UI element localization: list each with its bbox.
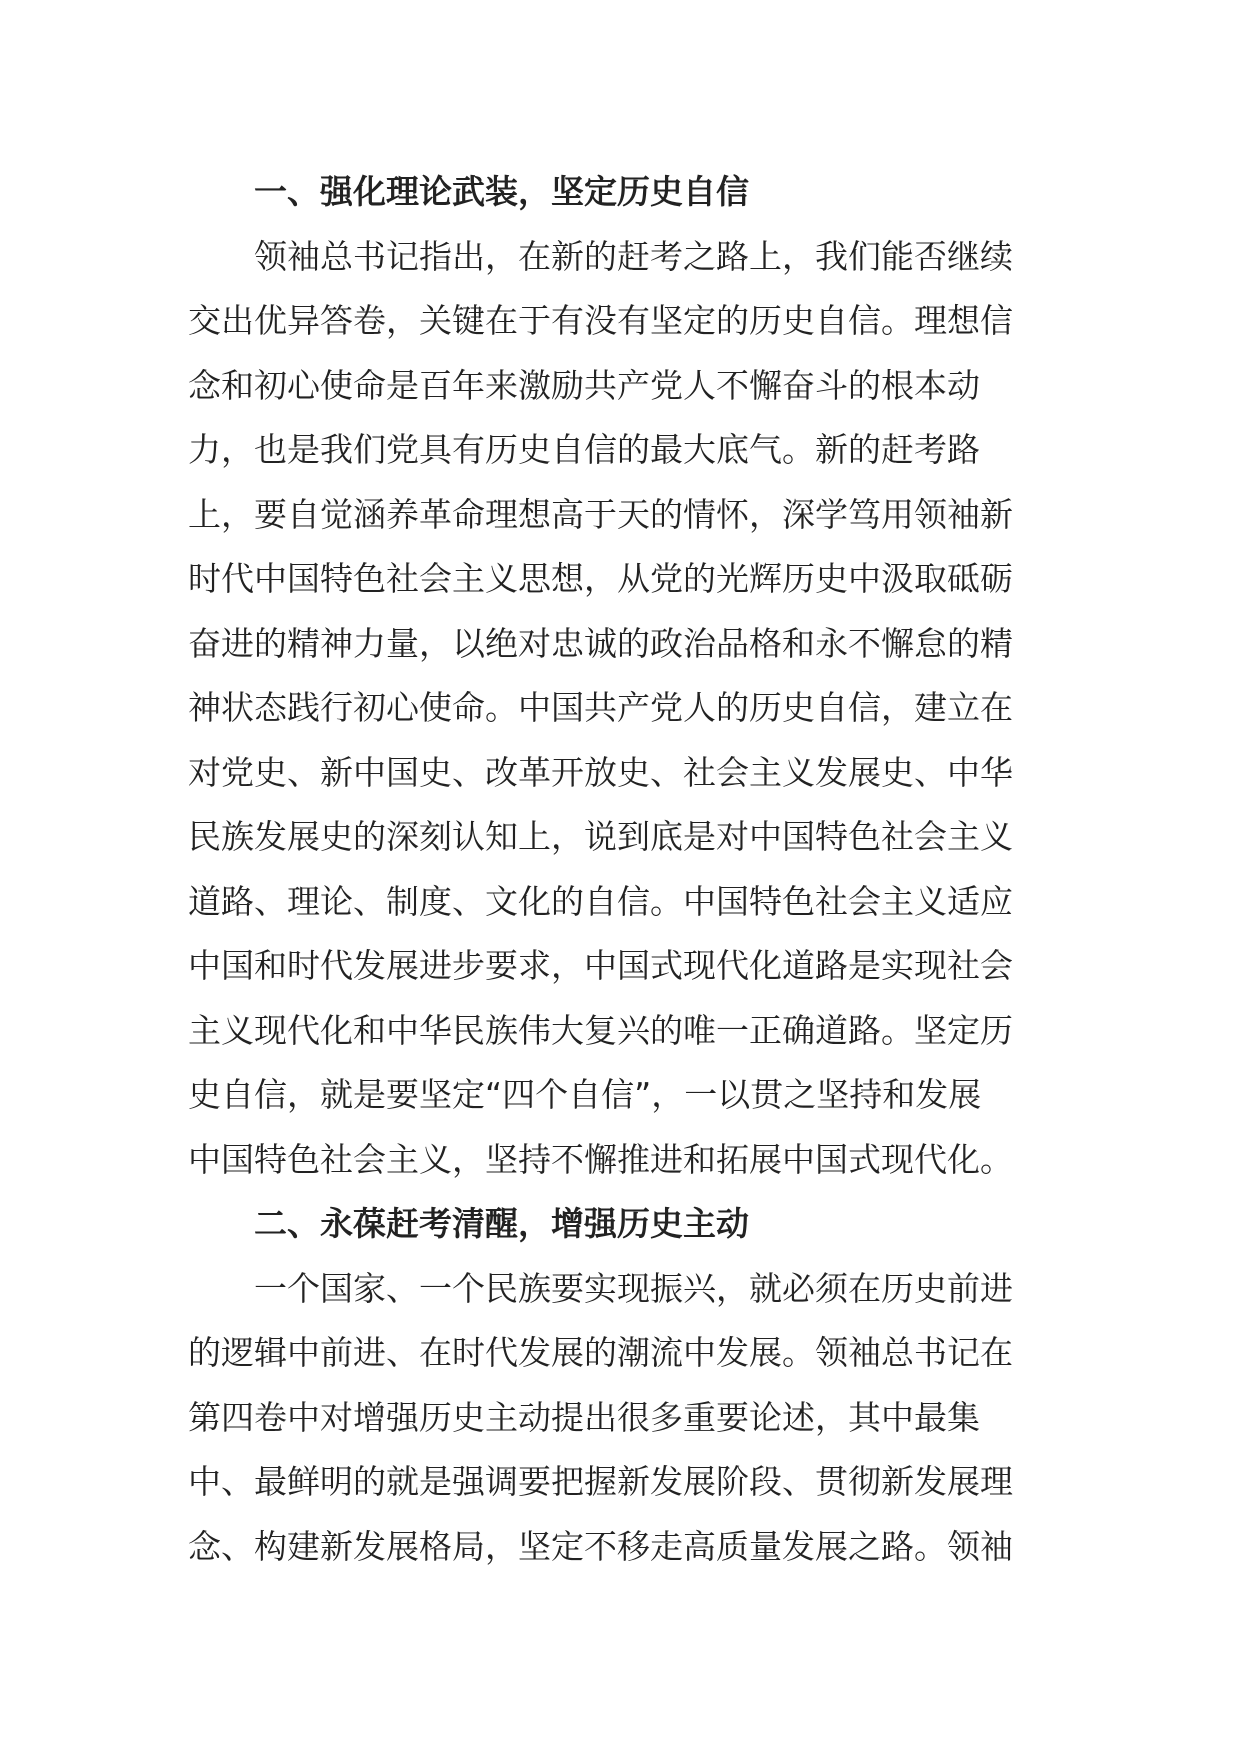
paragraph-line: 道路、理论、制度、文化的自信。中国特色社会主义适应 bbox=[188, 881, 1013, 921]
paragraph-line: 中、最鲜明的就是强调要把握新发展阶段、贯彻新发展理 bbox=[188, 1462, 1013, 1501]
paragraph-line: 中国和时代发展进步要求，中国式现代化道路是实现社会 bbox=[188, 946, 1013, 985]
paragraph-line: 领袖总书记指出，在新的赶考之路上，我们能否继续 bbox=[254, 236, 1013, 276]
section-heading-1: 一、强化理论武装，坚定历史自信 bbox=[254, 172, 749, 211]
paragraph-line: 力，也是我们党具有历史自信的最大底气。新的赶考路 bbox=[188, 430, 980, 469]
document-page bbox=[188, 160, 1058, 1579]
section-heading-2: 二、永葆赶考清醒，增强历史主动 bbox=[254, 1204, 749, 1243]
paragraph-line: 交出优异答卷，关键在于有没有坚定的历史自信。理想信 bbox=[188, 301, 1013, 340]
paragraph-line: 中国特色社会主义，坚持不懈推进和拓展中国式现代化。 bbox=[188, 1139, 1013, 1179]
paragraph-line: 一个国家、一个民族要实现振兴，就必须在历史前进 bbox=[254, 1268, 1013, 1308]
paragraph-line: 主义现代化和中华民族伟大复兴的唯一正确道路。坚定历 bbox=[188, 1010, 1013, 1050]
paragraph-line: 对党史、新中国史、改革开放史、社会主义发展史、中华 bbox=[188, 752, 1013, 792]
paragraph-line: 念和初心使命是百年来激励共产党人不懈奋斗的根本动 bbox=[188, 365, 980, 405]
paragraph-line: 神状态践行初心使命。中国共产党人的历史自信，建立在 bbox=[188, 688, 1013, 727]
paragraph-line: 时代中国特色社会主义思想，从党的光辉历史中汲取砥砺 bbox=[188, 559, 1013, 598]
paragraph-line: 奋进的精神力量，以绝对忠诚的政治品格和永不懈怠的精 bbox=[188, 623, 1013, 663]
paragraph-line: 史自信，就是要坚定“四个自信”，一以贯之坚持和发展 bbox=[188, 1075, 982, 1114]
paragraph-line: 民族发展史的深刻认知上，说到底是对中国特色社会主义 bbox=[188, 817, 1013, 856]
paragraph-line: 的逻辑中前进、在时代发展的潮流中发展。领袖总书记在 bbox=[188, 1333, 1013, 1372]
paragraph-line: 第四卷中对增强历史主动提出很多重要论述，其中最集 bbox=[188, 1397, 980, 1437]
paragraph-line: 念、构建新发展格局，坚定不移走高质量发展之路。领袖 bbox=[188, 1526, 1013, 1566]
paragraph-line: 上，要自觉涵养革命理想高于天的情怀，深学笃用领袖新 bbox=[188, 494, 1013, 534]
